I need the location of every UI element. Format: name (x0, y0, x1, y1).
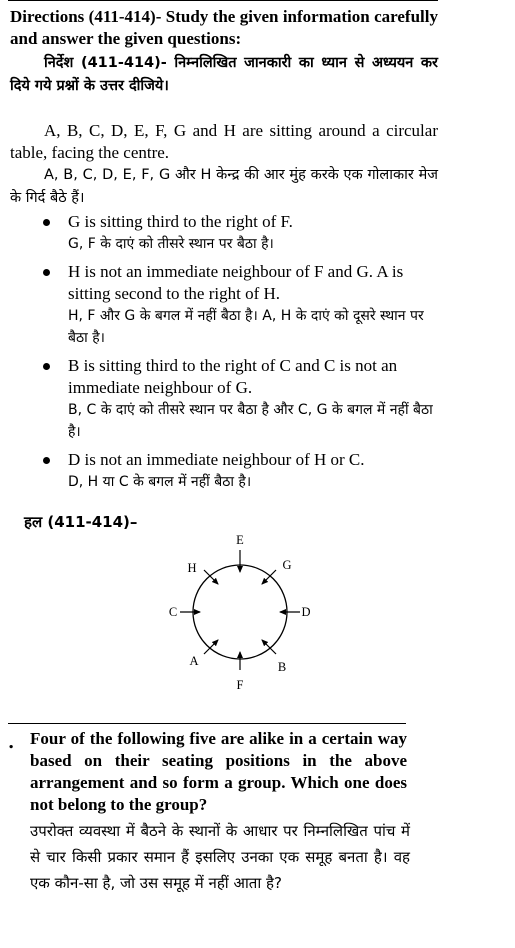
list-item (30, 355, 440, 443)
seat-label-top: E (236, 533, 244, 547)
clue-english: B is sitting third to the right of C and C is not an immediate neighbour of G. (68, 356, 398, 397)
question-hindi: उपरोक्त व्यवस्था में बैठने के स्थानों के आधार पर निम्नलिखित पांच में से चार किसी प्रकार समान हैं इसलिए उनका एक समूह बनता है। वह एक कौन-सा है, जो उस समूह में नहीं आता है? (30, 822, 410, 892)
seat-label-top-right: G (282, 558, 292, 572)
seat-label-top-left: H (187, 561, 197, 575)
bullet (43, 457, 50, 464)
clue-hindi: G, F के दाएं को तीसरे स्थान पर बैठा है। (68, 236, 274, 252)
list-item (30, 261, 440, 349)
question-english: Four of the following five are alike in a certain way based on their seating positions in the above arrangement and so form a group. Which one does not belong to the group? (30, 729, 407, 814)
clue-english: G is sitting third to the right of F. (68, 212, 293, 231)
question-marker: . (8, 732, 15, 753)
seat-label-right: D (301, 605, 311, 619)
intro-block (10, 120, 438, 210)
clue-hindi: H, F और G के बगल में नहीं बैठा है। A, H के दाएं को दूसरे स्थान पर बैठा है। (68, 308, 424, 346)
list-item (30, 211, 440, 255)
solution-title: हल (411-414)– (24, 513, 138, 531)
clue-english: H is not an immediate neighbour of F and G. A is sitting second to the right of H. (68, 262, 404, 303)
seating-diagram (0, 530, 515, 695)
directions-english: Directions (411-414)- Study the given information carefully and answer the given questions: (10, 7, 438, 48)
intro-english: A, B, C, D, E, F, G and H are sitting around a circular table, facing the centre. (10, 121, 438, 162)
bullet (43, 219, 50, 226)
directions-block (10, 6, 438, 98)
seat-label-left: C (168, 605, 178, 619)
directions-hindi: निर्देश (411-414)- निम्नलिखित जानकारी का ध्यान से अध्ययन कर दिये गये प्रश्नों के उत्तर दीजिये। (10, 55, 438, 94)
bullet (43, 363, 50, 370)
clue-english: D is not an immediate neighbour of H or C. (68, 450, 365, 469)
clue-list (30, 211, 440, 499)
seat-label-bottom: F (236, 678, 244, 692)
seat-label-bottom-left: A (189, 654, 199, 668)
seat-label-bottom-right: B (277, 660, 287, 674)
round-table (193, 565, 287, 659)
intro-hindi: A, B, C, D, E, F, G और H केन्द्र की आर मुंह करके एक गोलाकार मेज के गिर्द बैठे हैं। (10, 167, 438, 206)
bullet (43, 269, 50, 276)
clue-hindi: B, C के दाएं को तीसरे स्थान पर बैठा है और C, G के बगल में नहीं बैठा है। (68, 402, 433, 440)
top-rule (8, 0, 438, 1)
divider (8, 723, 406, 724)
clue-hindi: D, H या C के बगल में नहीं बैठा है। (68, 474, 252, 490)
list-item (30, 449, 440, 493)
